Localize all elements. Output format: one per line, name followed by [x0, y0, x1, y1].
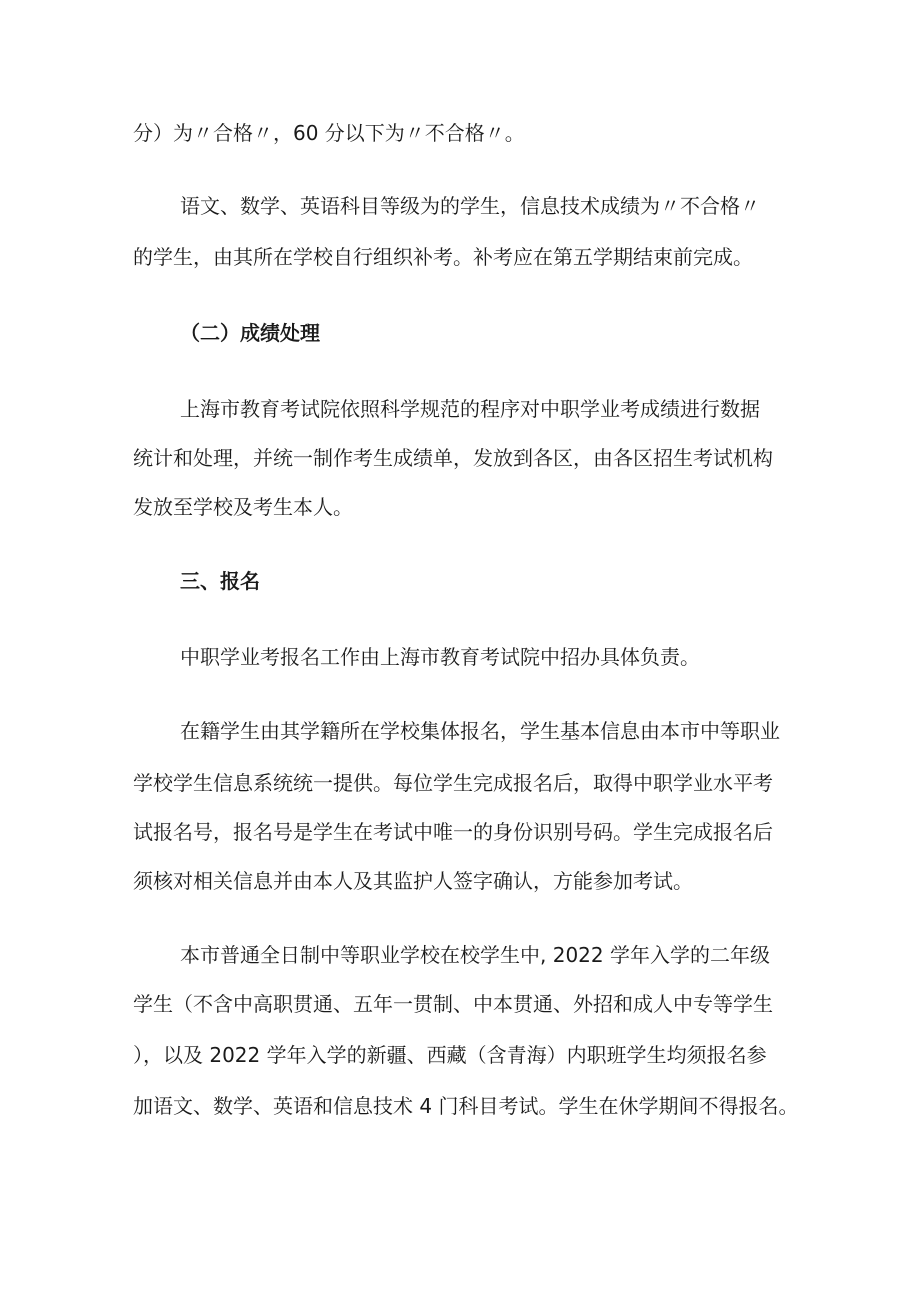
paragraph-line: 语文、数学、英语科目等级为的学生，信息技术成绩为〃不合格〃	[180, 194, 760, 218]
paragraph-line: 的学生，由其所在学校自行组织补考。补考应在第五学期结束前完成。	[133, 245, 753, 269]
paragraph-line: 统计和处理，并统一制作考生成绩单，发放到各区，由各区招生考试机构	[133, 446, 773, 470]
paragraph-line: 分）为〃合格〃，60 分以下为〃不合格〃。	[133, 121, 525, 145]
paragraph-line: 发放至学校及考生本人。	[133, 495, 353, 519]
paragraph-line: 须核对相关信息并由本人及其监护人签字确认，方能参加考试。	[133, 869, 693, 893]
paragraph-line: 学校学生信息系统统一提供。每位学生完成报名后，取得中职学业水平考	[133, 771, 773, 795]
paragraph-line: 在籍学生由其学籍所在学校集体报名，学生基本信息由本市中等职业	[180, 719, 780, 743]
paragraph-line: ），以及 2022 学年入学的新疆、西藏（含青海）内职班学生均须报名参	[133, 1043, 767, 1067]
section-heading: 三、报名	[180, 569, 260, 593]
paragraph-line: 加语文、数学、英语和信息技术 4 门科目考试。学生在休学期间不得报名。	[133, 1094, 799, 1118]
paragraph-line: 上海市教育考试院依照科学规范的程序对中职学业考成绩进行数据	[180, 397, 760, 421]
paragraph-line: 中职学业考报名工作由上海市教育考试院中招办具体负责。	[180, 645, 700, 669]
section-heading: （二）成绩处理	[180, 321, 320, 345]
paragraph-line: 试报名号，报名号是学生在考试中唯一的身份识别号码。学生完成报名后	[133, 820, 773, 844]
paragraph-line: 学生（不含中高职贯通、五年一贯制、中本贯通、外招和成人中专等学生	[133, 992, 773, 1016]
paragraph-line: 本市普通全日制中等职业学校在校学生中, 2022 学年入学的二年级	[180, 943, 770, 967]
